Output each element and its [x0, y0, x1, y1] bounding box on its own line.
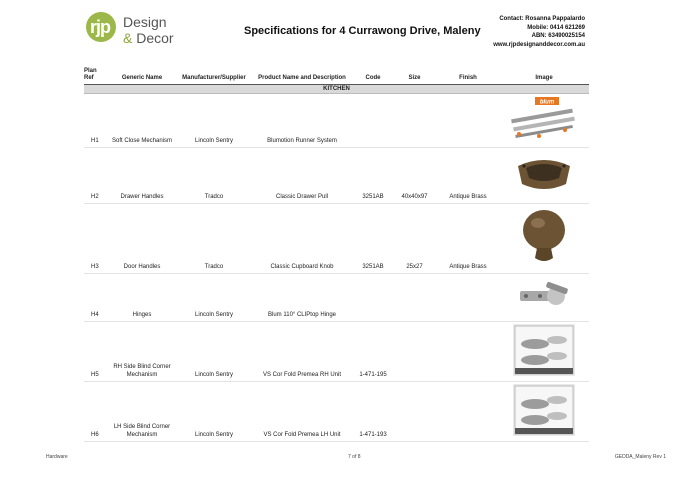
product-cell: VS Cor Fold Premea RH Unit [250, 322, 354, 382]
header-manufacturer: Manufacturer/Supplier [178, 62, 250, 85]
contact-website[interactable]: www.rjpdesignanddecor.com.au [493, 41, 585, 48]
plan-ref-cell: H2 [84, 148, 106, 204]
product-image-cell [499, 274, 589, 322]
plan-ref-cell: H6 [84, 382, 106, 442]
code-cell [354, 274, 392, 322]
table-row [84, 322, 589, 382]
manufacturer-cell: Tradco [178, 204, 250, 274]
footer-document-id: GEDDA_Maleny Rev 1 [614, 454, 666, 460]
size-cell: 25x27 [392, 204, 437, 274]
generic-name-cell: Drawer Handles [106, 148, 178, 204]
manufacturer-cell: Lincoln Sentry [178, 382, 250, 442]
specifications-table [84, 62, 589, 442]
product-cell: Blum 110° CLIPtop Hinge [250, 274, 354, 322]
hinge-icon [516, 281, 572, 311]
table-header-row [84, 62, 589, 85]
plan-ref-cell: H3 [84, 204, 106, 274]
generic-name-cell: Door Handles [106, 204, 178, 274]
product-image-cell [499, 204, 589, 274]
product-image-cell [499, 322, 589, 382]
section-label: KITCHEN [84, 85, 589, 94]
plan-ref-cell: H5 [84, 322, 106, 382]
blum-brand-text: blum [539, 99, 555, 106]
header-finish: Finish [437, 62, 499, 85]
finish-cell [437, 322, 499, 382]
size-cell [392, 382, 437, 442]
finish-cell [437, 94, 499, 148]
finish-cell: Antique Brass [437, 204, 499, 274]
knob-icon [520, 206, 568, 268]
header-size: Size [392, 62, 437, 85]
manufacturer-cell: Lincoln Sentry [178, 322, 250, 382]
logo-line-2: & Decor [123, 30, 174, 46]
code-cell: 3251AB [354, 204, 392, 274]
manufacturer-cell: Lincoln Sentry [178, 274, 250, 322]
corner-unit-icon [513, 324, 575, 376]
generic-name-cell: Hinges [106, 274, 178, 322]
code-cell: 1-471-193 [354, 382, 392, 442]
footer-left: Hardware [46, 454, 68, 460]
manufacturer-cell: Lincoln Sentry [178, 94, 250, 148]
plan-ref-cell: H4 [84, 274, 106, 322]
cup-pull-icon [514, 154, 574, 194]
section-row [84, 85, 589, 94]
logo-line-1: Design [123, 14, 167, 30]
generic-name-cell: LH Side Blind Corner Mechanism [106, 382, 178, 442]
table-row [84, 204, 589, 274]
size-cell: 40x40x97 [392, 148, 437, 204]
code-cell: 3251AB [354, 148, 392, 204]
page-title: Specifications for 4 Currawong Drive, Maleny [244, 25, 481, 37]
contact-name: Contact: Rosanna Pappalardo [499, 16, 585, 22]
finish-cell [437, 382, 499, 442]
table-row [84, 148, 589, 204]
header-generic-name: Generic Name [106, 62, 178, 85]
product-cell: Classic Drawer Pull [250, 148, 354, 204]
corner-unit-icon [513, 384, 575, 436]
product-cell: Blumotion Runner System [250, 94, 354, 148]
table-row [84, 94, 589, 148]
table-row [84, 382, 589, 442]
plan-ref-cell: H1 [84, 94, 106, 148]
manufacturer-cell: Tradco [178, 148, 250, 204]
table-row [84, 274, 589, 322]
size-cell [392, 274, 437, 322]
drawer-runner-icon [505, 96, 583, 142]
header-plan-ref: Plan Ref [84, 62, 106, 85]
company-logo [86, 12, 186, 46]
footer-page-number: 7 of 8 [348, 454, 361, 460]
generic-name-cell: RH Side Blind Corner Mechanism [106, 322, 178, 382]
generic-name-cell: Soft Close Mechanism [106, 94, 178, 148]
code-cell [354, 94, 392, 148]
header-code: Code [354, 62, 392, 85]
product-image-cell [499, 148, 589, 204]
finish-cell: Antique Brass [437, 148, 499, 204]
finish-cell [437, 274, 499, 322]
product-image-cell [499, 382, 589, 442]
product-cell: Classic Cupboard Knob [250, 204, 354, 274]
size-cell [392, 94, 437, 148]
logo-mark-text: rjp [90, 17, 111, 37]
product-cell: VS Cor Fold Premea LH Unit [250, 382, 354, 442]
contact-mobile: Mobile: 0414 621269 [527, 24, 585, 31]
product-image-cell [499, 94, 589, 148]
contact-block [493, 15, 585, 49]
contact-abn: ABN: 63490025154 [531, 33, 585, 39]
header-image: Image [499, 62, 589, 85]
header-product: Product Name and Description [250, 62, 354, 85]
size-cell [392, 322, 437, 382]
code-cell: 1-471-195 [354, 322, 392, 382]
